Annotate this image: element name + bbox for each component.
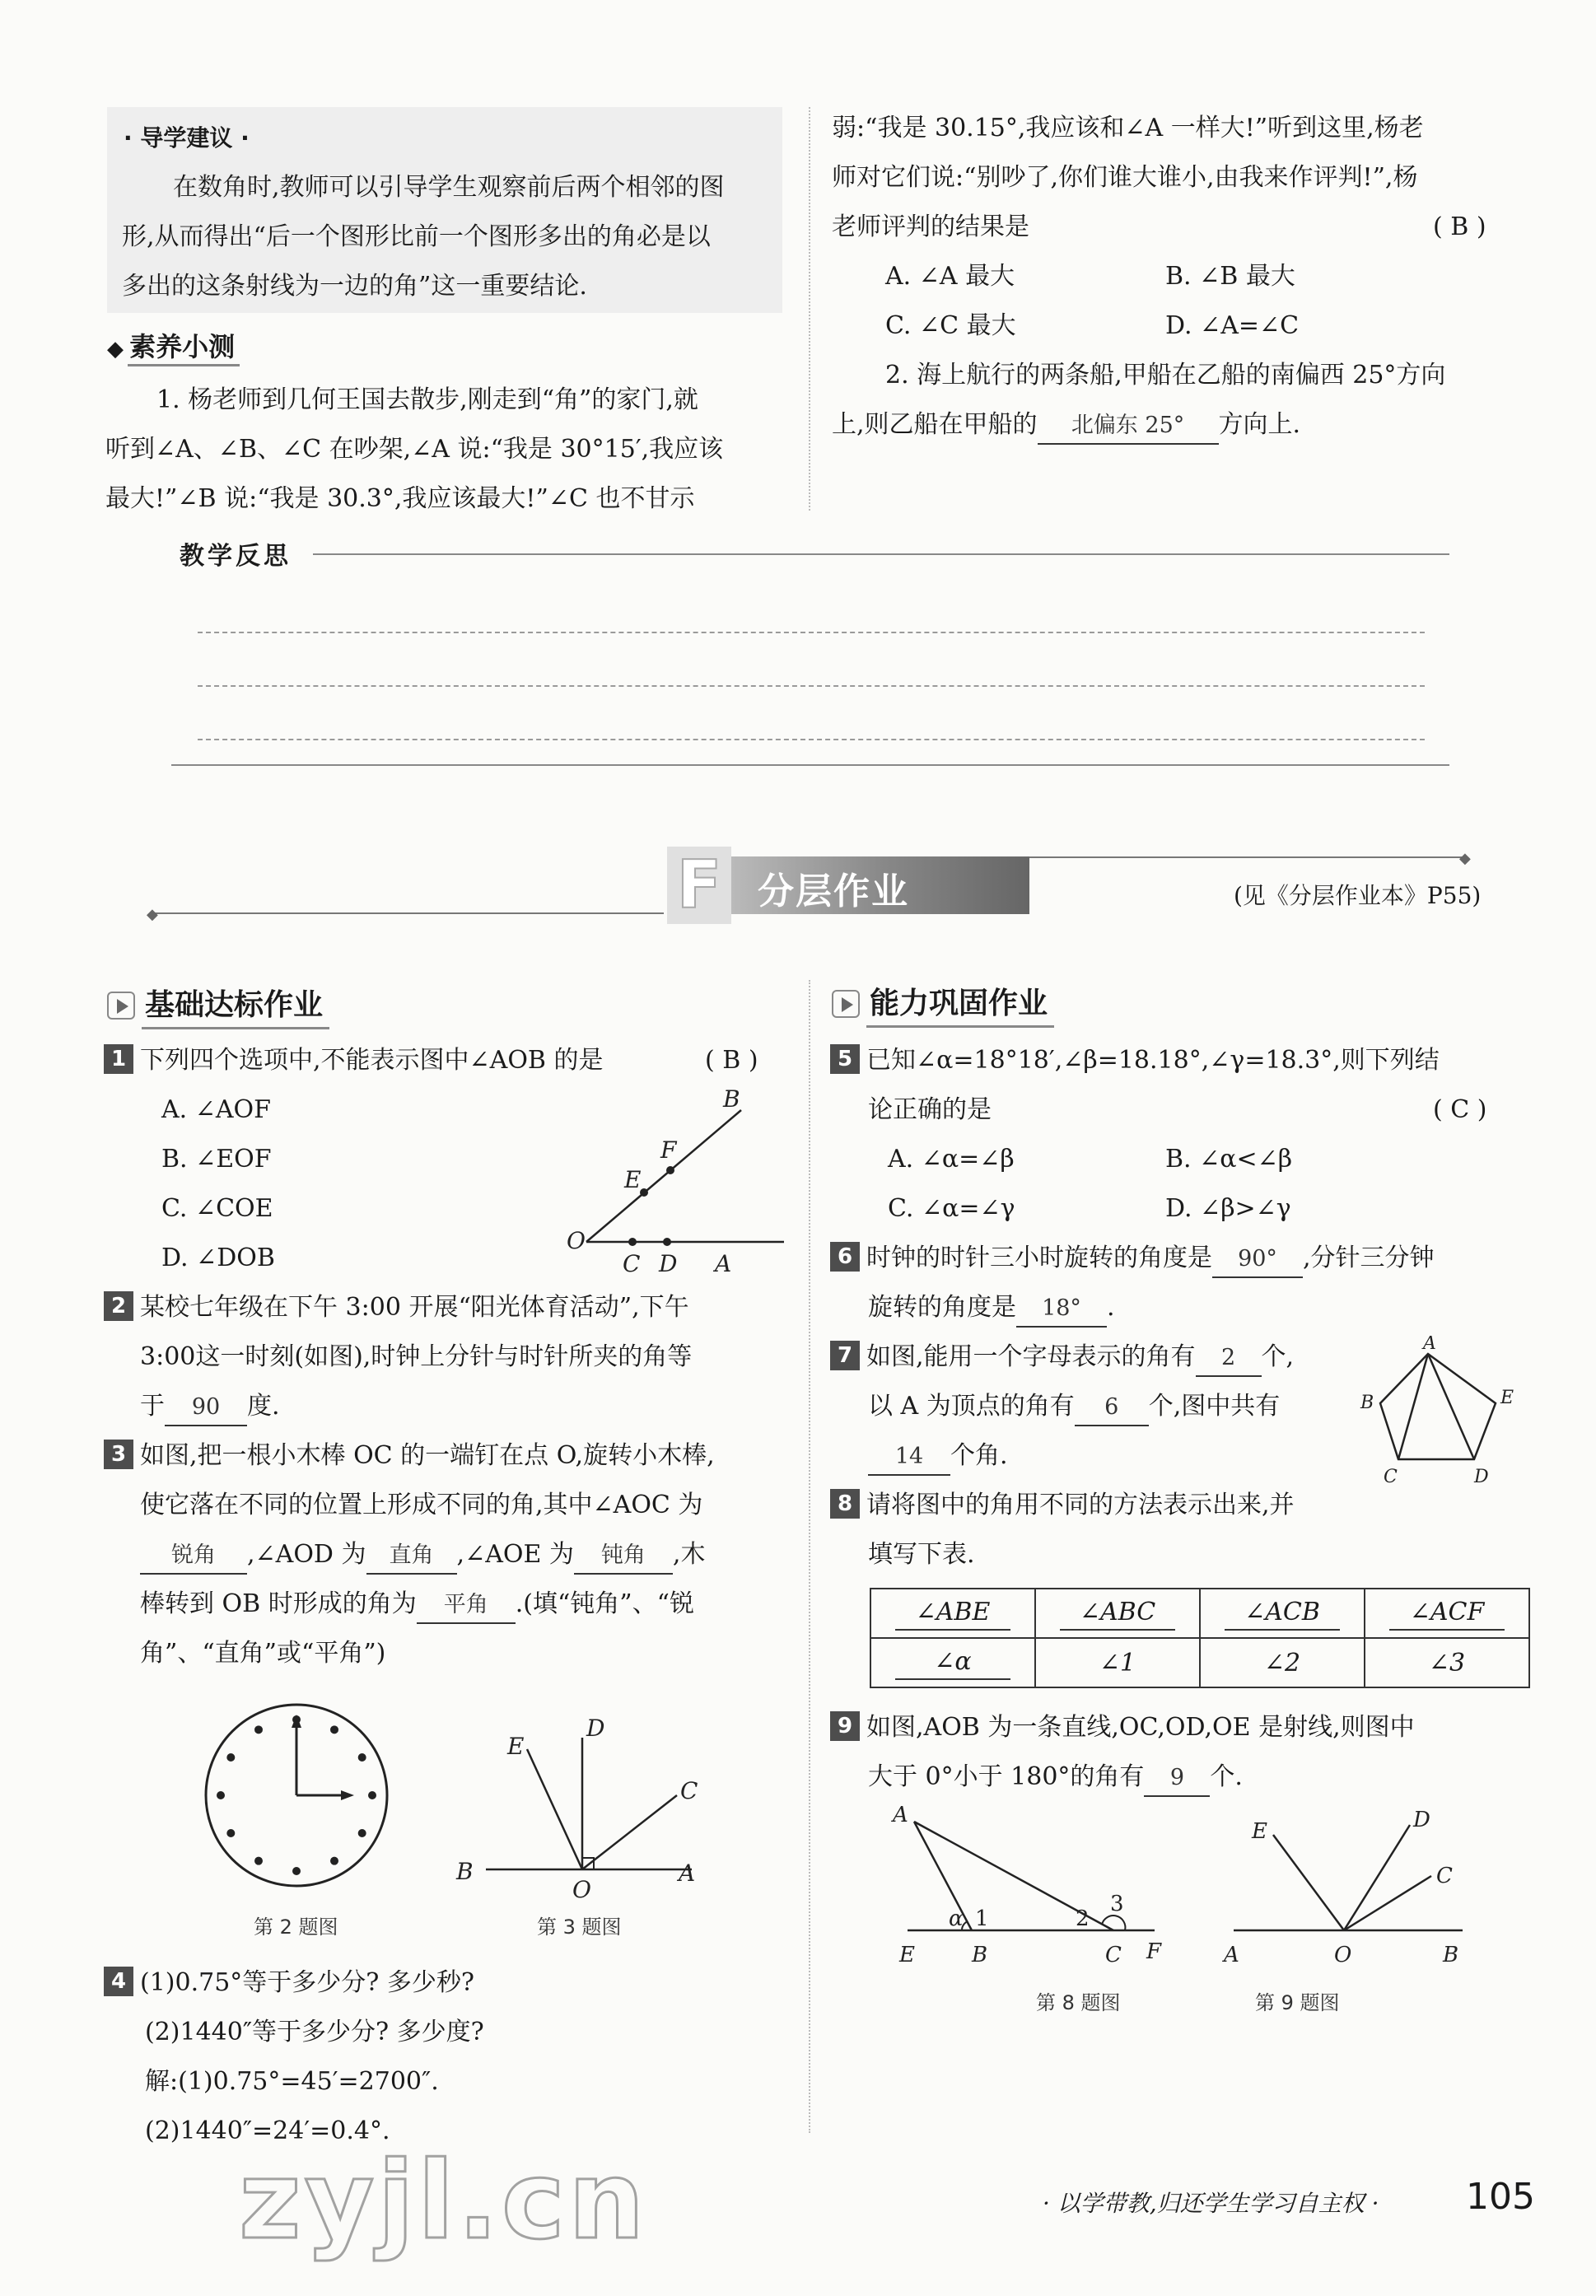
q9-line-1: 9 如图,AOB 为一条直线,OC,OD,OE 是射线,则图中 bbox=[830, 1703, 1415, 1752]
q7-line-1: 7 如图,能用一个字母表示的角有 2 个, bbox=[830, 1332, 1294, 1382]
q9-fig-label-b: B bbox=[1443, 1943, 1459, 1967]
q8-cell-acb: ∠ACB bbox=[1225, 1596, 1340, 1631]
watermark: zyjl.cn bbox=[239, 2138, 648, 2263]
q3-fig-label-o: O bbox=[572, 1876, 591, 1902]
q6-blank-2: 18° bbox=[1016, 1291, 1107, 1328]
literacy-q1-option-d: D. ∠A=∠C bbox=[1165, 311, 1300, 340]
q1-fig-label-a: A bbox=[715, 1250, 732, 1276]
q7-fig-label-e: E bbox=[1500, 1388, 1514, 1408]
banner-dot-icon: ◆ bbox=[147, 906, 158, 923]
footer-motto: · 以学带教,归还学生学习自主权 · bbox=[1043, 2190, 1379, 2217]
q7-fig-label-c: C bbox=[1384, 1467, 1398, 1487]
q8-fig-label-e: E bbox=[899, 1943, 915, 1967]
banner-rule-left bbox=[153, 912, 664, 914]
q3-line-4: 棒转到 OB 时形成的角为 平角 .(填“钝角”、“锐 bbox=[140, 1580, 694, 1629]
reflection-line-1 bbox=[198, 632, 1425, 633]
q1-answer: ( B ) bbox=[705, 1046, 758, 1075]
clock-hour-dot bbox=[368, 1791, 376, 1799]
literacy-header bbox=[107, 326, 240, 364]
q3-fig-label-a: A bbox=[679, 1860, 696, 1887]
q8-cell-acf: ∠ACF bbox=[1389, 1596, 1505, 1631]
q8-line-1: 8 请将图中的角用不同的方法表示出来,并 bbox=[830, 1481, 1295, 1530]
q7-blank-1: 2 bbox=[1196, 1341, 1262, 1377]
literacy-q1-line-5: 师对它们说:“别吵了,你们谁大谁小,由我来作评判!”,杨 bbox=[832, 163, 1418, 192]
q8-figure bbox=[889, 1805, 1169, 1970]
q7-line-3: 14 个角. bbox=[868, 1431, 1008, 1481]
q3-fig-label-e: E bbox=[507, 1733, 525, 1760]
literacy-q1-line-4: 弱:“我是 30.15°,我应该和∠A 一样大!”听到这里,杨老 bbox=[832, 114, 1424, 142]
table-row bbox=[870, 1638, 1529, 1687]
reflection-line-3 bbox=[198, 739, 1425, 740]
q8-cell-abe: ∠ABE bbox=[895, 1596, 1010, 1631]
q3-figure bbox=[445, 1713, 716, 1902]
q5-option-d: D. ∠β>∠γ bbox=[1165, 1194, 1291, 1223]
basic-section-title: 基础达标作业 bbox=[142, 982, 329, 1029]
q8-fig-label-2: 2 bbox=[1076, 1906, 1090, 1931]
q7-fig-label-a: A bbox=[1423, 1336, 1436, 1354]
q2-number: 2 bbox=[104, 1291, 133, 1321]
literacy-q1-option-c: C. ∠C 最大 bbox=[885, 311, 1016, 340]
banner-box bbox=[667, 847, 1029, 923]
literacy-q1-line-3: 最大!”∠B 说:“我是 30.3°,我应该最大!”∠C 也不甘示 bbox=[105, 484, 695, 513]
q8-fig-label-1: 1 bbox=[975, 1906, 989, 1931]
reflection-line-2 bbox=[198, 685, 1425, 687]
q4-number: 4 bbox=[104, 1967, 133, 1996]
q6-line-2: 旋转的角度是 18° . bbox=[868, 1283, 1115, 1332]
q9-fig-label-e: E bbox=[1252, 1819, 1267, 1844]
reflection-title: 教学反思 bbox=[180, 542, 292, 571]
literacy-title: 素养小测 bbox=[128, 331, 240, 366]
q8-fig-label-f: F bbox=[1146, 1939, 1162, 1964]
q3-line-5: 角”、“直角”或“平角”) bbox=[140, 1639, 386, 1668]
q2-figure-caption: 第 2 题图 bbox=[254, 1916, 338, 1939]
q3-blank-1: 锐角 bbox=[140, 1538, 247, 1575]
reflection-top-rule bbox=[313, 553, 1449, 555]
q8-fig-label-a: A bbox=[893, 1805, 908, 1827]
clock-hour-dot bbox=[292, 1867, 301, 1875]
arrow-icon bbox=[107, 992, 135, 1020]
q1-fig-label-f: F bbox=[660, 1136, 677, 1164]
q8-number: 8 bbox=[830, 1489, 860, 1519]
q5-option-a: A. ∠α=∠β bbox=[888, 1145, 1015, 1174]
q4-line-2: (2)1440″等于多少分? 多少度? bbox=[145, 2018, 484, 2046]
q2-line-1: 2 某校七年级在下午 3:00 开展“阳光体育活动”,下午 bbox=[104, 1283, 689, 1332]
q8-cell-three: ∠3 bbox=[1365, 1638, 1529, 1687]
banner-title: 分层作业 bbox=[758, 870, 909, 912]
q1-option-d: D. ∠DOB bbox=[161, 1244, 275, 1272]
literacy-q2-line-2: 上,则乙船在甲船的 北偏东 25° 方向上. bbox=[832, 400, 1300, 450]
clock-hour-dot bbox=[358, 1753, 366, 1762]
q7-number: 7 bbox=[830, 1341, 860, 1370]
literacy-q1-option-b: B. ∠B 最大 bbox=[1165, 262, 1295, 291]
q3-number: 3 bbox=[104, 1440, 133, 1469]
clock-hour-dot bbox=[330, 1857, 338, 1865]
q7-fig-label-b: B bbox=[1360, 1393, 1374, 1413]
q3-line-2: 使它落在不同的位置上形成不同的角,其中∠AOC 为 bbox=[140, 1491, 703, 1519]
literacy-q1-option-a: A. ∠A 最大 bbox=[885, 262, 1015, 291]
literacy-q1-line-1: 1. 杨老师到几何王国去散步,刚走到“角”的家门,就 bbox=[156, 385, 698, 414]
q8-cell-abc: ∠ABC bbox=[1060, 1596, 1175, 1631]
q6-number: 6 bbox=[830, 1242, 860, 1272]
ability-section-title: 能力巩固作业 bbox=[866, 980, 1054, 1028]
q2-line-3: 于 90 度. bbox=[140, 1382, 280, 1431]
guide-line-3: 多出的这条射线为一边的角”这一重要结论. bbox=[122, 272, 587, 301]
diamond-icon: ◆ bbox=[107, 337, 124, 362]
q5-answer: ( C ) bbox=[1433, 1095, 1487, 1124]
q7-line-2: 以 A 为顶点的角有 6 个,图中共有 bbox=[868, 1382, 1280, 1431]
q8-cell-one: ∠1 bbox=[1035, 1638, 1200, 1687]
q5-line-2: 论正确的是 bbox=[868, 1095, 992, 1124]
q7-blank-3: 14 bbox=[868, 1440, 950, 1476]
q8-line-2: 填写下表. bbox=[868, 1540, 975, 1569]
q9-line-2: 大于 0°小于 180°的角有 9 个. bbox=[868, 1752, 1243, 1802]
q3-fig-label-b: B bbox=[456, 1858, 474, 1885]
q3-line-1: 3 如图,把一根小木棒 OC 的一端钉在点 O,旋转小木棒, bbox=[104, 1431, 715, 1481]
q9-fig-label-o: O bbox=[1334, 1943, 1352, 1967]
ability-section-header bbox=[832, 980, 1054, 1028]
clock-hour-dot bbox=[226, 1829, 235, 1837]
clock-hour-dot bbox=[254, 1857, 263, 1865]
q3-blank-4: 平角 bbox=[417, 1588, 516, 1624]
q9-figure bbox=[1216, 1805, 1479, 1970]
q5-number: 5 bbox=[830, 1044, 860, 1074]
q3-fig-label-c: C bbox=[680, 1777, 698, 1804]
guide-title: · 导学建议 · bbox=[124, 124, 250, 152]
q1-number: 1 bbox=[104, 1044, 133, 1074]
q8-fig-label-3: 3 bbox=[1110, 1892, 1124, 1916]
q9-blank: 9 bbox=[1144, 1761, 1210, 1797]
q5-option-b: B. ∠α<∠β bbox=[1165, 1145, 1293, 1174]
q1-option-a: A. ∠AOF bbox=[161, 1095, 271, 1124]
q9-fig-label-c: C bbox=[1436, 1864, 1453, 1888]
q3-blank-3: 钝角 bbox=[574, 1538, 673, 1575]
q7-blank-2: 6 bbox=[1075, 1390, 1149, 1426]
q8-fig-label-c: C bbox=[1105, 1943, 1122, 1967]
banner-rule-right bbox=[1029, 856, 1466, 858]
guide-line-2: 形,从而得出“后一个图形比前一个图形多出的角必是以 bbox=[122, 222, 711, 251]
q1-fig-label-d: D bbox=[659, 1250, 678, 1276]
basic-section-header bbox=[107, 982, 329, 1029]
q3-line-3: 锐角 ,∠AOD 为 直角 ,∠AOE 为 钝角 ,木 bbox=[140, 1530, 705, 1580]
q8-table bbox=[870, 1588, 1530, 1688]
q4-line-1: 4 (1)0.75°等于多少分? 多少秒? bbox=[104, 1958, 474, 2008]
q3-figure-caption: 第 3 题图 bbox=[537, 1916, 622, 1939]
q1-fig-label-b: B bbox=[723, 1087, 740, 1113]
q1-option-c: C. ∠COE bbox=[161, 1194, 273, 1223]
q9-figure-caption: 第 9 题图 bbox=[1255, 1991, 1340, 2014]
q4-line-4: (2)1440″=24′=0.4°. bbox=[145, 2116, 390, 2145]
q6-line-1: 6 时钟的时针三小时旋转的角度是 90° ,分针三分钟 bbox=[830, 1234, 1435, 1283]
q3-fig-label-d: D bbox=[586, 1715, 605, 1742]
literacy-q2-line-1: 2. 海上航行的两条船,甲船在乙船的南偏西 25°方向 bbox=[885, 361, 1446, 390]
q5-option-c: C. ∠α=∠γ bbox=[888, 1194, 1015, 1223]
q8-figure-caption: 第 8 题图 bbox=[1036, 1991, 1121, 2014]
q6-blank-1: 90° bbox=[1212, 1242, 1303, 1278]
clock-hour-dot bbox=[330, 1725, 338, 1734]
arrow-icon bbox=[832, 990, 860, 1018]
q5-line-1: 5 已知∠α=18°18′,∠β=18.18°,∠γ=18.3°,则下列结 bbox=[830, 1036, 1440, 1085]
q2-blank: 90 bbox=[165, 1390, 247, 1426]
banner-letter-icon: F bbox=[667, 847, 731, 924]
table-row bbox=[870, 1589, 1529, 1638]
q8-cell-two: ∠2 bbox=[1200, 1638, 1365, 1687]
q8-fig-label-alpha: α bbox=[949, 1906, 964, 1931]
reflection-bottom-rule bbox=[171, 764, 1449, 766]
page-number: 105 bbox=[1466, 2176, 1535, 2218]
clock-hour-dot bbox=[254, 1725, 263, 1734]
q3-blank-2: 直角 bbox=[366, 1538, 457, 1575]
q2-line-2: 3:00这一时刻(如图),时钟上分针与时针所夹的角等 bbox=[140, 1342, 693, 1371]
q7-fig-label-d: D bbox=[1474, 1467, 1489, 1487]
q8-cell-alpha: ∠α bbox=[895, 1645, 1010, 1680]
literacy-q2-blank: 北偏东 25° bbox=[1038, 408, 1219, 445]
q2-clock-figure bbox=[198, 1696, 395, 1894]
q9-number: 9 bbox=[830, 1711, 860, 1741]
q9-fig-label-a: A bbox=[1224, 1943, 1239, 1967]
q1-fig-label-o: O bbox=[567, 1227, 586, 1254]
q9-fig-label-d: D bbox=[1413, 1808, 1430, 1832]
q1-option-b: B. ∠EOF bbox=[161, 1145, 272, 1174]
literacy-q1-answer: ( B ) bbox=[1433, 212, 1486, 241]
q4-line-3: 解:(1)0.75°=45′=2700″. bbox=[145, 2067, 439, 2096]
homework-ref: (见《分层作业本》P55) bbox=[1234, 882, 1482, 909]
q1-fig-label-e: E bbox=[624, 1166, 642, 1193]
column-divider-bottom bbox=[809, 980, 810, 2133]
literacy-q1-line-6: 老师评判的结果是 bbox=[832, 212, 1029, 241]
banner-dot-right-icon: ◆ bbox=[1459, 850, 1471, 867]
guide-line-1: 在数角时,教师可以引导学生观察前后两个相邻的图 bbox=[173, 173, 725, 202]
q7-pentagon-figure bbox=[1351, 1336, 1524, 1492]
clock-hour-dot bbox=[226, 1753, 235, 1762]
q1-stem: 1 下列四个选项中,不能表示图中∠AOB 的是 bbox=[104, 1036, 604, 1085]
q8-fig-label-b: B bbox=[972, 1943, 988, 1967]
column-divider-top bbox=[809, 107, 810, 511]
literacy-q1-line-2: 听到∠A、∠B、∠C 在吵架,∠A 说:“我是 30°15′,我应该 bbox=[105, 435, 724, 464]
clock-hour-dot bbox=[217, 1791, 225, 1799]
clock-hour-dot bbox=[358, 1829, 366, 1837]
q1-figure bbox=[560, 1087, 799, 1276]
q1-fig-label-c: C bbox=[623, 1250, 641, 1276]
